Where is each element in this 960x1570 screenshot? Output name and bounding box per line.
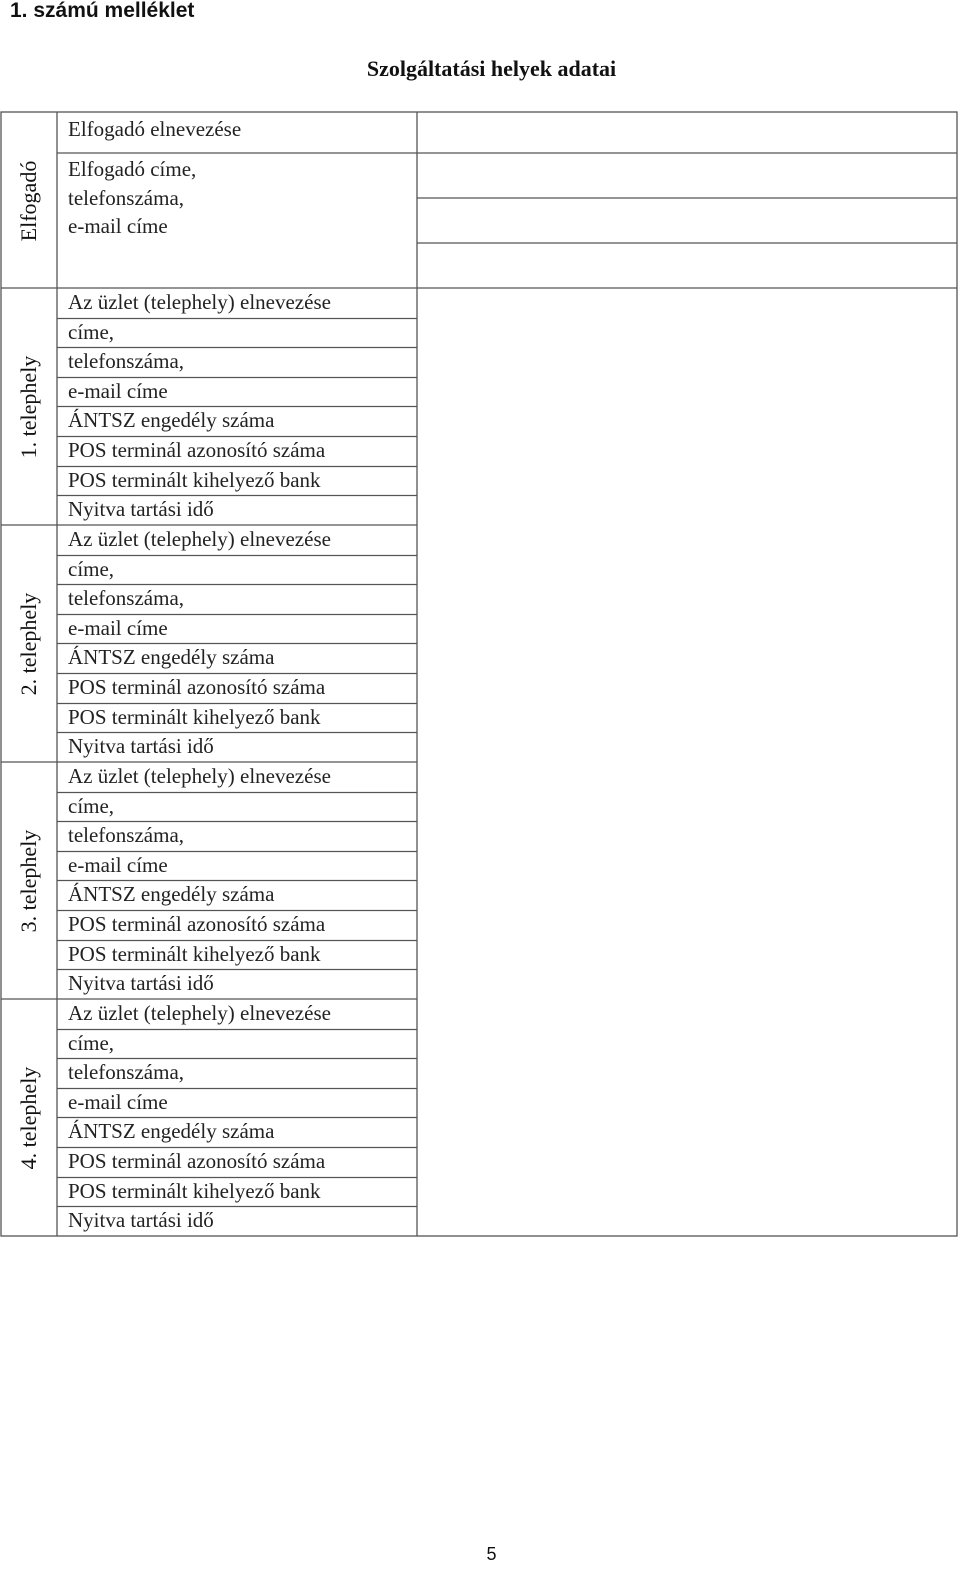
- site-email-label: e-mail címe: [68, 1089, 168, 1114]
- acceptor-email-label: e-mail címe: [68, 214, 168, 238]
- page-number: 5: [486, 1544, 497, 1564]
- site-pos-id-label: POS terminál azonosító száma: [68, 675, 326, 699]
- page-title: Szolgáltatási helyek adatai: [366, 56, 617, 81]
- site-pos-bank-label: POS terminált kihelyező bank: [68, 941, 321, 966]
- site-opening-hours-label: Nyitva tartási idő: [68, 734, 214, 759]
- site-address-label: címe,: [68, 793, 115, 818]
- site-3-section-label: 3. telephely: [16, 829, 41, 933]
- acceptor-section-label: Elfogadó: [16, 160, 41, 241]
- site-email-label: e-mail címe: [68, 615, 168, 640]
- site-pos-bank-label: POS terminált kihelyező bank: [68, 467, 321, 492]
- site-permit-label: ÁNTSZ engedély száma: [68, 882, 275, 907]
- site-opening-hours-label: Nyitva tartási idő: [68, 497, 214, 522]
- site-pos-bank-label: POS terminált kihelyező bank: [68, 1178, 321, 1203]
- site-address-label: címe,: [68, 319, 115, 344]
- site-name-label: Az üzlet (telephely) elnevezése: [68, 527, 331, 551]
- site-permit-label: ÁNTSZ engedély száma: [68, 1119, 275, 1144]
- site-name-label: Az üzlet (telephely) elnevezése: [68, 290, 331, 314]
- site-2-section-label: 2. telephely: [16, 592, 41, 696]
- site-opening-hours-label: Nyitva tartási idő: [68, 1208, 214, 1233]
- acceptor-phone-label: telefonszáma,: [68, 186, 185, 210]
- site-phone-label: telefonszáma,: [68, 823, 185, 848]
- site-email-label: e-mail címe: [68, 378, 168, 403]
- annex-label: 1. számú melléklet: [10, 0, 195, 22]
- site-address-label: címe,: [68, 1030, 115, 1055]
- site-email-label: e-mail címe: [68, 852, 168, 877]
- site-phone-label: telefonszáma,: [68, 349, 185, 374]
- site-address-label: címe,: [68, 556, 115, 581]
- acceptor-name-label: Elfogadó elnevezése: [68, 117, 242, 141]
- site-pos-id-label: POS terminál azonosító száma: [68, 438, 326, 462]
- site-opening-hours-label: Nyitva tartási idő: [68, 971, 214, 996]
- site-name-label: Az üzlet (telephely) elnevezése: [68, 764, 331, 788]
- acceptor-address-label: Elfogadó címe,: [68, 157, 197, 181]
- site-4-section-label: 4. telephely: [16, 1066, 41, 1170]
- site-pos-bank-label: POS terminált kihelyező bank: [68, 704, 321, 729]
- site-name-label: Az üzlet (telephely) elnevezése: [68, 1001, 331, 1025]
- site-permit-label: ÁNTSZ engedély száma: [68, 645, 275, 670]
- site-pos-id-label: POS terminál azonosító száma: [68, 912, 326, 936]
- site-phone-label: telefonszáma,: [68, 1060, 185, 1085]
- site-phone-label: telefonszáma,: [68, 586, 185, 611]
- site-1-section-label: 1. telephely: [16, 355, 41, 459]
- site-permit-label: ÁNTSZ engedély száma: [68, 408, 275, 433]
- site-pos-id-label: POS terminál azonosító száma: [68, 1149, 326, 1173]
